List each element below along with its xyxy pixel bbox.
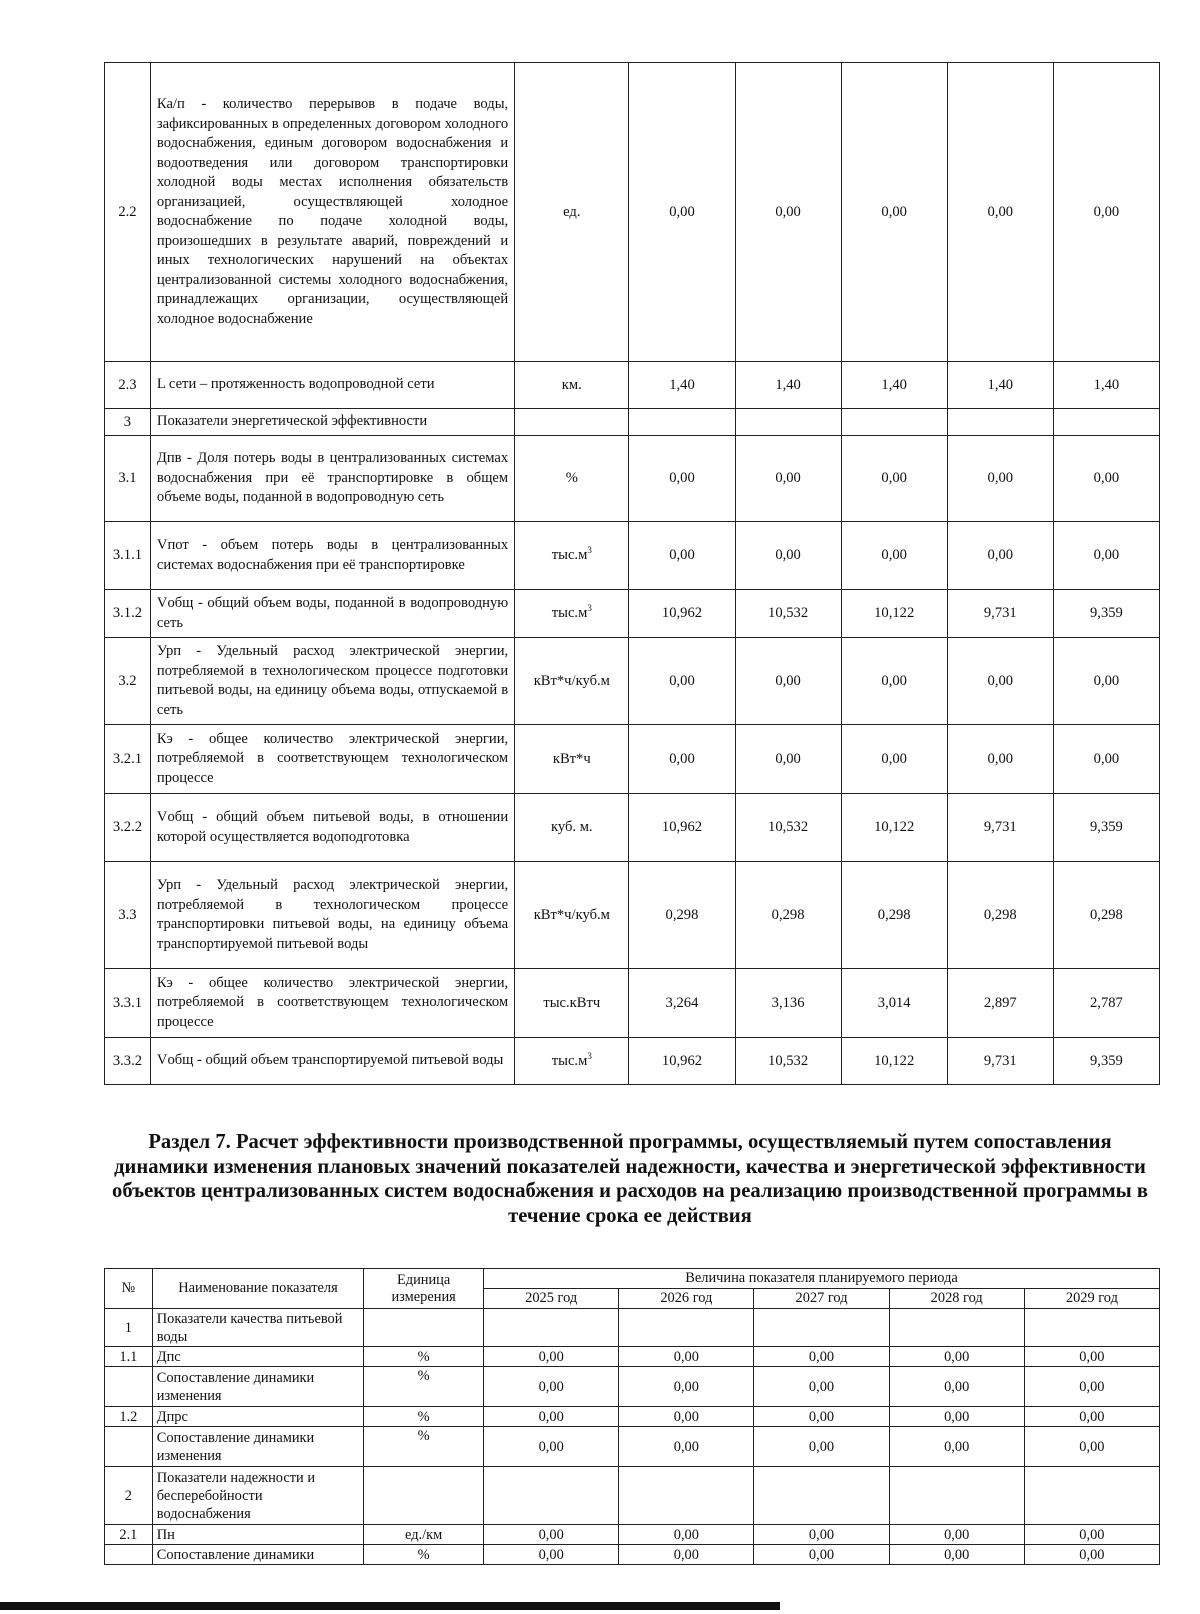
col-header-year: 2027 год [754,1289,889,1309]
value-cell: 10,962 [629,794,735,862]
value-cell: 0,00 [629,522,735,590]
col-header-period: Величина показателя планируемого периода [484,1269,1160,1289]
table-row [105,638,1160,725]
table-row [105,1525,1160,1545]
col-header-year: 2029 год [1024,1289,1159,1309]
value-cell: 0,00 [754,1545,889,1565]
row-number: 2.2 [105,63,151,362]
value-cell [735,409,841,436]
unit-cell [515,409,629,436]
table-row [105,362,1160,409]
indicator-name: Vобщ - общий объем питьевой воды, в отношении которой осуществляется водоподготовка [150,794,514,862]
indicator-name: Урп - Удельный расход электрической энергии, потребляемой в технологическом процессе подготовки питьевой воды, на единицу объема воды, отпускаемой в сеть [150,638,514,725]
unit-cell: $тыс.м^3$ [515,590,629,638]
value-cell: 0,00 [947,725,1053,794]
unit-cell: км. [515,362,629,409]
unit-cell: $тыс.м^3$ [515,1038,629,1085]
value-cell: 0,00 [735,725,841,794]
value-cell: 0,00 [735,436,841,522]
indicator-name: Vпот - объем потерь воды в централизованных системах водоснабжения при её транспортировке [150,522,514,590]
value-cell: 9,359 [1053,590,1159,638]
col-header-year: 2025 год [484,1289,619,1309]
value-cell: 0,00 [619,1367,754,1407]
value-cell: 10,532 [735,794,841,862]
indicator-name: Ка/п - количество перерывов в подаче воды, зафиксированных в определенных договором холодного водоснабжения, единым договором водоснабжения и водоотведения или договором транспортировки холодной воды местах исполнения обязательств организацией, осуществляющей холодное водоснабжение по подаче холодной воды, произошедших в результате аварий, повреждений и иных технологических нарушений на объектах централизованной системы холодного водоснабжения, принадлежащих организации, осуществляющей холодное водоснабжение [150,63,514,362]
value-cell: 0,00 [841,436,947,522]
value-cell: 10,962 [629,590,735,638]
col-header-number: № [105,1269,153,1309]
indicator-name: Урп - Удельный расход электрической энергии, потребляемой в технологическом процессе транспортировки питьевой воды, на единицу объема транспортируемой питьевой воды [150,862,514,969]
value-cell: 1,40 [947,362,1053,409]
value-cell: 10,122 [841,1038,947,1085]
value-cell: 0,298 [735,862,841,969]
value-cell: 0,00 [629,63,735,362]
value-cell [619,1309,754,1347]
table-row [105,1427,1160,1467]
row-number [105,1427,153,1467]
value-cell: 10,532 [735,1038,841,1085]
unit-cell: куб. м. [515,794,629,862]
value-cell: 2,897 [947,969,1053,1038]
col-header-unit: Единица измерения [364,1269,484,1309]
table-row [105,725,1160,794]
row-number: 1 [105,1309,153,1347]
indicator-name: Дпрс [152,1407,363,1427]
value-cell [1053,409,1159,436]
value-cell [889,1309,1024,1347]
indicator-name: Vобщ - общий объем транспортируемой питьевой воды [150,1038,514,1085]
value-cell: 0,00 [947,63,1053,362]
table-row [105,969,1160,1038]
indicator-name: Сопоставление динамики [152,1545,363,1565]
indicator-name: Кэ - общее количество электрической энергии, потребляемой в соответствующем технологическом процессе [150,969,514,1038]
value-cell: 0,00 [947,638,1053,725]
unit-cell: тыс.кВтч [515,969,629,1038]
value-cell: 3,136 [735,969,841,1038]
value-cell: 0,00 [1024,1545,1159,1565]
indicator-name: Пн [152,1525,363,1545]
section-name: Показатели энергетической эффективности [150,409,514,436]
unit-cell: $тыс.м^3$ [515,522,629,590]
value-cell: 0,00 [841,638,947,725]
unit-cell: % [515,436,629,522]
indicator-name: Кэ - общее количество электрической энергии, потребляемой в соответствующем технологическом процессе [150,725,514,794]
row-number: 2.3 [105,362,151,409]
table-row [105,1347,1160,1367]
value-cell: 0,00 [1053,725,1159,794]
value-cell: 1,40 [629,362,735,409]
value-cell: 9,731 [947,794,1053,862]
row-number: 3.1 [105,436,151,522]
unit-cell: % [364,1545,484,1565]
unit-cell: кВт*ч/куб.м [515,638,629,725]
table-row [105,1545,1160,1565]
unit-cell: % [364,1427,484,1467]
indicators-table [104,62,1160,1085]
table-row [105,1309,1160,1347]
row-number: 2 [105,1467,153,1525]
unit-cell: % [364,1407,484,1427]
value-cell: 10,532 [735,590,841,638]
value-cell: 0,00 [889,1525,1024,1545]
value-cell: 3,014 [841,969,947,1038]
value-cell [619,1467,754,1525]
value-cell: 0,00 [1053,436,1159,522]
table-row [105,862,1160,969]
unit-cell: кВт*ч/куб.м [515,862,629,969]
value-cell: 0,00 [629,638,735,725]
unit-cell: кВт*ч [515,725,629,794]
indicator-name: L сети – протяженность водопроводной сети [150,362,514,409]
col-header-name: Наименование показателя [152,1269,363,1309]
value-cell: 1,40 [1053,362,1159,409]
value-cell: 10,122 [841,590,947,638]
unit-cell [364,1309,484,1347]
unit-cell [364,1467,484,1525]
indicator-name: Дпв - Доля потерь воды в централизованных системах водоснабжения при её транспортировке в общем объеме воды, поданной в водопроводную сеть [150,436,514,522]
row-number [105,1367,153,1407]
value-cell: 0,00 [619,1525,754,1545]
row-number: 3.2 [105,638,151,725]
value-cell [1024,1309,1159,1347]
value-cell: 0,00 [889,1367,1024,1407]
value-cell: 0,00 [484,1407,619,1427]
value-cell: 0,00 [754,1525,889,1545]
table-row [105,522,1160,590]
section-heading: Раздел 7. Расчет эффективности производственной программы, осуществляемый путем сопоставления динамики изменения плановых значений показателей надежности, качества и энергетической эффективности объектов централизованных систем водоснабжения и расходов на реализацию производственной программы в течение срока ее действия [112,1131,1148,1227]
value-cell: 0,00 [484,1427,619,1467]
value-cell: 0,00 [629,725,735,794]
indicator-name: Vобщ - общий объем воды, поданной в водопроводную сеть [150,590,514,638]
table-row [105,794,1160,862]
value-cell [754,1309,889,1347]
value-cell: 0,00 [754,1427,889,1467]
row-number: 3.3.2 [105,1038,151,1085]
value-cell: 0,00 [484,1525,619,1545]
value-cell: 0,00 [735,63,841,362]
value-cell: 0,00 [889,1427,1024,1467]
value-cell: 0,00 [735,522,841,590]
value-cell [1024,1467,1159,1525]
value-cell: 1,40 [841,362,947,409]
value-cell: 0,00 [754,1407,889,1427]
value-cell: 9,731 [947,590,1053,638]
unit-cell: ед. [515,63,629,362]
table-row [105,409,1160,436]
value-cell: 0,00 [1024,1347,1159,1367]
value-cell: 0,00 [619,1545,754,1565]
table-row [105,590,1160,638]
unit-cell: ед./км [364,1525,484,1545]
value-cell: 0,00 [841,63,947,362]
table-row [105,436,1160,522]
table-row [105,1467,1160,1525]
value-cell: 9,359 [1053,1038,1159,1085]
value-cell: 0,00 [754,1347,889,1367]
unit-cell: % [364,1367,484,1407]
row-number [105,1545,153,1565]
indicator-name: Дпс [152,1347,363,1367]
value-cell: 10,122 [841,794,947,862]
value-cell: 0,00 [889,1407,1024,1427]
row-number: 3.3.1 [105,969,151,1038]
table-row [105,1367,1160,1407]
value-cell: 0,00 [841,522,947,590]
table-row [105,63,1160,362]
value-cell: 0,00 [735,638,841,725]
value-cell: 0,00 [619,1407,754,1427]
value-cell: 0,00 [484,1347,619,1367]
indicator-name: Показатели качества питьевой воды [152,1309,363,1347]
value-cell: 0,00 [841,725,947,794]
value-cell: 10,962 [629,1038,735,1085]
unit-cell: % [364,1347,484,1367]
scan-edge-bar [0,1602,780,1610]
value-cell: 0,00 [947,522,1053,590]
value-cell [947,409,1053,436]
indicator-name: Сопоставление динамики изменения [152,1367,363,1407]
value-cell: 0,00 [1024,1427,1159,1467]
value-cell: 0,00 [1053,638,1159,725]
value-cell: 0,00 [889,1347,1024,1367]
value-cell: 0,298 [947,862,1053,969]
value-cell: 0,00 [619,1427,754,1467]
value-cell: 9,731 [947,1038,1053,1085]
value-cell: 0,00 [1053,522,1159,590]
indicator-name: Показатели надежности и бесперебойности водоснабжения [152,1467,363,1525]
value-cell: 0,298 [629,862,735,969]
col-header-year: 2028 год [889,1289,1024,1309]
row-number: 3.2.2 [105,794,151,862]
value-cell: 0,00 [947,436,1053,522]
value-cell [629,409,735,436]
row-number: 3.2.1 [105,725,151,794]
value-cell: 0,00 [1024,1525,1159,1545]
value-cell: 1,40 [735,362,841,409]
value-cell: 0,00 [1024,1367,1159,1407]
value-cell: 0,00 [484,1545,619,1565]
value-cell: 0,00 [629,436,735,522]
value-cell: 3,264 [629,969,735,1038]
value-cell: 0,298 [1053,862,1159,969]
value-cell: 9,359 [1053,794,1159,862]
value-cell [754,1467,889,1525]
value-cell: 0,00 [619,1347,754,1367]
row-number: 3.3 [105,862,151,969]
value-cell [889,1467,1024,1525]
value-cell: 0,00 [484,1367,619,1407]
value-cell [841,409,947,436]
row-number: 3 [105,409,151,436]
value-cell: 0,00 [754,1367,889,1407]
value-cell: 0,298 [841,862,947,969]
value-cell: 0,00 [1024,1407,1159,1427]
efficiency-table [104,1268,1160,1565]
value-cell: 0,00 [1053,63,1159,362]
col-header-year: 2026 год [619,1289,754,1309]
row-number: 1.2 [105,1407,153,1427]
row-number: 3.1.2 [105,590,151,638]
value-cell [484,1309,619,1347]
value-cell: 2,787 [1053,969,1159,1038]
row-number: 3.1.1 [105,522,151,590]
value-cell: 0,00 [889,1545,1024,1565]
table-row [105,1407,1160,1427]
table-row [105,1038,1160,1085]
header-row [105,1269,1160,1289]
row-number: 1.1 [105,1347,153,1367]
value-cell [484,1467,619,1525]
indicator-name: Сопоставление динамики изменения [152,1427,363,1467]
row-number: 2.1 [105,1525,153,1545]
